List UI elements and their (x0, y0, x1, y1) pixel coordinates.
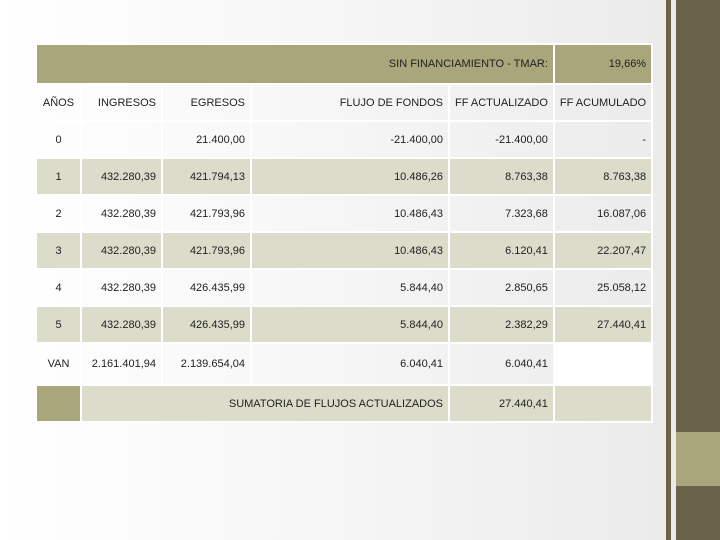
table-row (36, 195, 652, 232)
cell-year: 0 (36, 121, 81, 158)
header-row (36, 84, 652, 121)
cell-flujo: -21.400,00 (251, 121, 449, 158)
cell-year: 4 (36, 269, 81, 306)
van-empty-cell (554, 343, 652, 385)
cell-ff-actualizado: 2.382,29 (449, 306, 554, 343)
cell-egresos: 421.793,96 (162, 232, 251, 269)
cell-ff-acumulado: 25.058,12 (554, 269, 652, 306)
cell-ingresos: 432.280,39 (81, 306, 162, 343)
decorative-side-bar-thin (666, 0, 671, 540)
col-header-anos: AÑOS (36, 84, 81, 121)
cell-egresos: 421.793,96 (162, 195, 251, 232)
cell-flujo: 10.486,43 (251, 195, 449, 232)
cell-ff-actualizado: 6.120,41 (449, 232, 554, 269)
col-header-flujo: FLUJO DE FONDOS (251, 84, 449, 121)
cell-ingresos (81, 121, 162, 158)
col-header-egresos: EGRESOS (162, 84, 251, 121)
cell-ingresos: 432.280,39 (81, 269, 162, 306)
table-title: SIN FINANCIAMIENTO - TMAR: (36, 44, 554, 84)
cell-ff-acumulado: - (554, 121, 652, 158)
summary-trailing-cell (554, 385, 652, 422)
cell-flujo: 5.844,40 (251, 269, 449, 306)
table-row (36, 232, 652, 269)
van-ingresos: 2.161.401,94 (81, 343, 162, 385)
summary-empty-cell (36, 385, 81, 422)
cell-ff-actualizado: -21.400,00 (449, 121, 554, 158)
table-row (36, 158, 652, 195)
table-row (36, 306, 652, 343)
cash-flow-table (35, 43, 653, 423)
table-row (36, 269, 652, 306)
van-row (36, 343, 652, 385)
summary-row (36, 385, 652, 422)
cell-flujo: 5.844,40 (251, 306, 449, 343)
cell-ingresos: 432.280,39 (81, 158, 162, 195)
cell-year: 2 (36, 195, 81, 232)
cell-year: 5 (36, 306, 81, 343)
cell-ff-acumulado: 8.763,38 (554, 158, 652, 195)
cell-egresos: 21.400,00 (162, 121, 251, 158)
cell-egresos: 426.435,99 (162, 306, 251, 343)
cell-ff-acumulado: 16.087,06 (554, 195, 652, 232)
van-ff-actualizado: 6.040,41 (449, 343, 554, 385)
cell-ff-acumulado: 27.440,41 (554, 306, 652, 343)
cell-ff-actualizado: 2.850,65 (449, 269, 554, 306)
cell-ff-actualizado: 8.763,38 (449, 158, 554, 195)
cell-ff-acumulado: 22.207,47 (554, 232, 652, 269)
title-row (36, 44, 652, 84)
summary-value: 27.440,41 (449, 385, 554, 422)
cell-year: 3 (36, 232, 81, 269)
van-flujo: 6.040,41 (251, 343, 449, 385)
cell-egresos: 421.794,13 (162, 158, 251, 195)
van-label: VAN (36, 343, 81, 385)
cell-flujo: 10.486,43 (251, 232, 449, 269)
col-header-ff-acumulado: FF ACUMULADO (554, 84, 652, 121)
cell-flujo: 10.486,26 (251, 158, 449, 195)
col-header-ingresos: INGRESOS (81, 84, 162, 121)
cell-ingresos: 432.280,39 (81, 195, 162, 232)
table-row (36, 121, 652, 158)
van-egresos: 2.139.654,04 (162, 343, 251, 385)
col-header-ff-actualizado: FF ACTUALIZADO (449, 84, 554, 121)
cell-ingresos: 432.280,39 (81, 232, 162, 269)
cell-year: 1 (36, 158, 81, 195)
tmar-value: 19,66% (554, 44, 652, 84)
summary-label: SUMATORIA DE FLUJOS ACTUALIZADOS (81, 385, 449, 422)
decorative-side-bar-accent (676, 432, 720, 486)
cell-ff-actualizado: 7.323,68 (449, 195, 554, 232)
cell-egresos: 426.435,99 (162, 269, 251, 306)
